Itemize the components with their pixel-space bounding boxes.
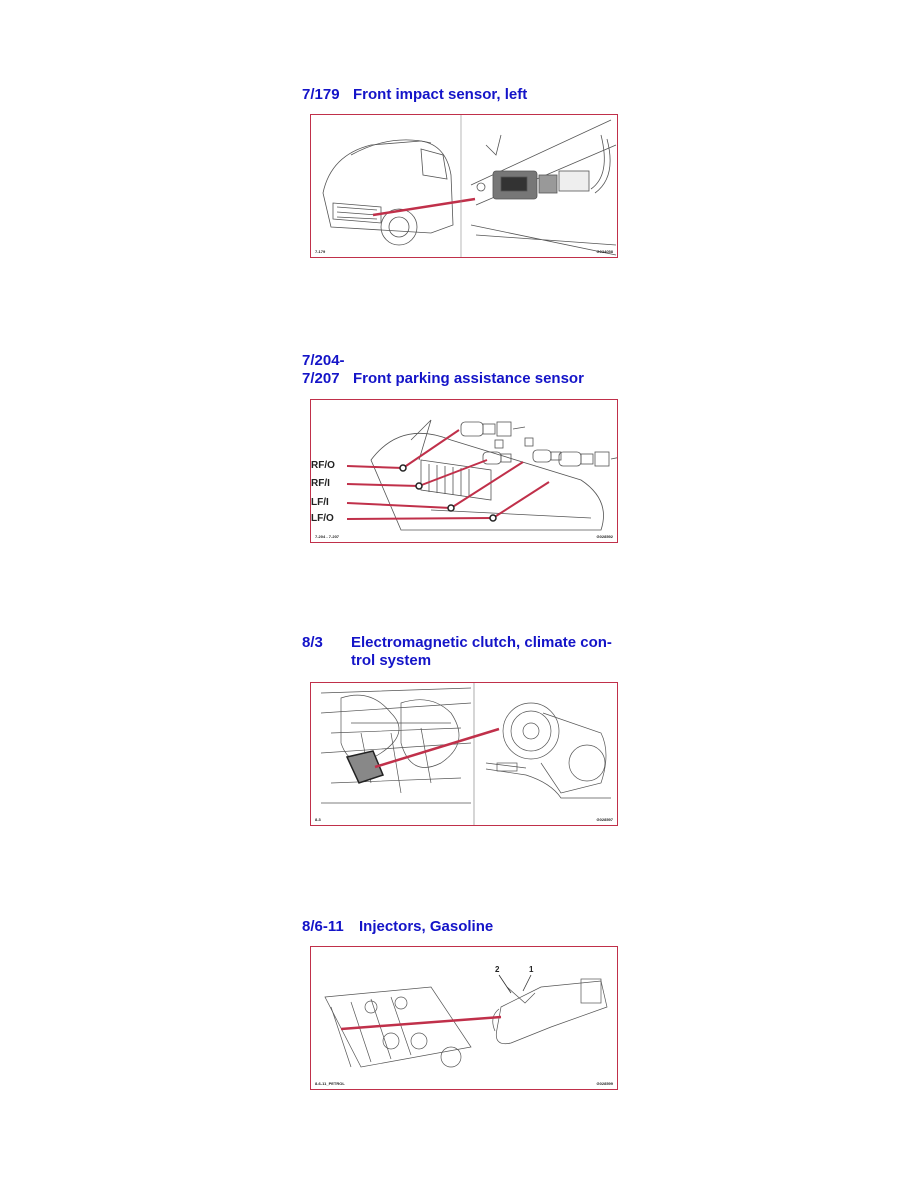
- callout-rf-o: RF/O: [311, 460, 335, 471]
- section-code-line2: 7/207: [302, 370, 340, 387]
- injectors-gasoline-illustration: [311, 947, 617, 1089]
- section-title: Injectors, Gasoline: [359, 918, 494, 935]
- front-parking-sensor-illustration: [311, 400, 617, 542]
- figure-id-right: G028597: [596, 817, 613, 822]
- figure-id-right: G028599: [596, 1081, 613, 1086]
- callout-number-2: 2: [495, 965, 500, 974]
- figure-id-right: G028592: [596, 534, 613, 539]
- section-heading-8-3: [302, 634, 612, 670]
- figure-front-parking-sensor: [310, 399, 618, 543]
- section-title-line1: Electromagnetic clutch, climate con-: [351, 634, 612, 651]
- electromagnetic-clutch-illustration: [311, 683, 617, 825]
- callout-lf-i: LF/I: [311, 497, 329, 508]
- figure-injectors-gasoline: [310, 946, 618, 1090]
- section-code: 8/3: [302, 634, 323, 651]
- section-title-line2: trol system: [351, 652, 432, 669]
- leader-line: [373, 199, 475, 215]
- section-code: 7/179: [302, 86, 340, 103]
- section-heading-7-204-7-207: [302, 352, 584, 388]
- section-code-line1: 7/204-: [302, 352, 345, 369]
- callout-lf-o: LF/O: [311, 513, 334, 524]
- figure-id-right: G034058: [596, 249, 613, 254]
- figure-id-left: 7-179: [315, 249, 326, 254]
- figure-front-impact-sensor: [310, 114, 618, 258]
- section-title: Front impact sensor, left: [353, 86, 528, 103]
- figure-id-left: 8-6-11_PETROL: [315, 1081, 345, 1086]
- front-impact-sensor-illustration: [311, 115, 617, 257]
- figure-id-left: 7-204 - 7-207: [315, 534, 340, 539]
- section-heading-7-179: [302, 86, 528, 104]
- section-title: Front parking assistance sensor: [353, 370, 584, 387]
- callout-number-1: 1: [529, 965, 534, 974]
- callout-rf-i: RF/I: [311, 478, 330, 489]
- section-heading-8-6-11: [302, 918, 494, 936]
- figure-id-left: 8-3: [315, 817, 321, 822]
- figure-electromagnetic-clutch: [310, 682, 618, 826]
- section-code: 8/6-11: [302, 918, 344, 935]
